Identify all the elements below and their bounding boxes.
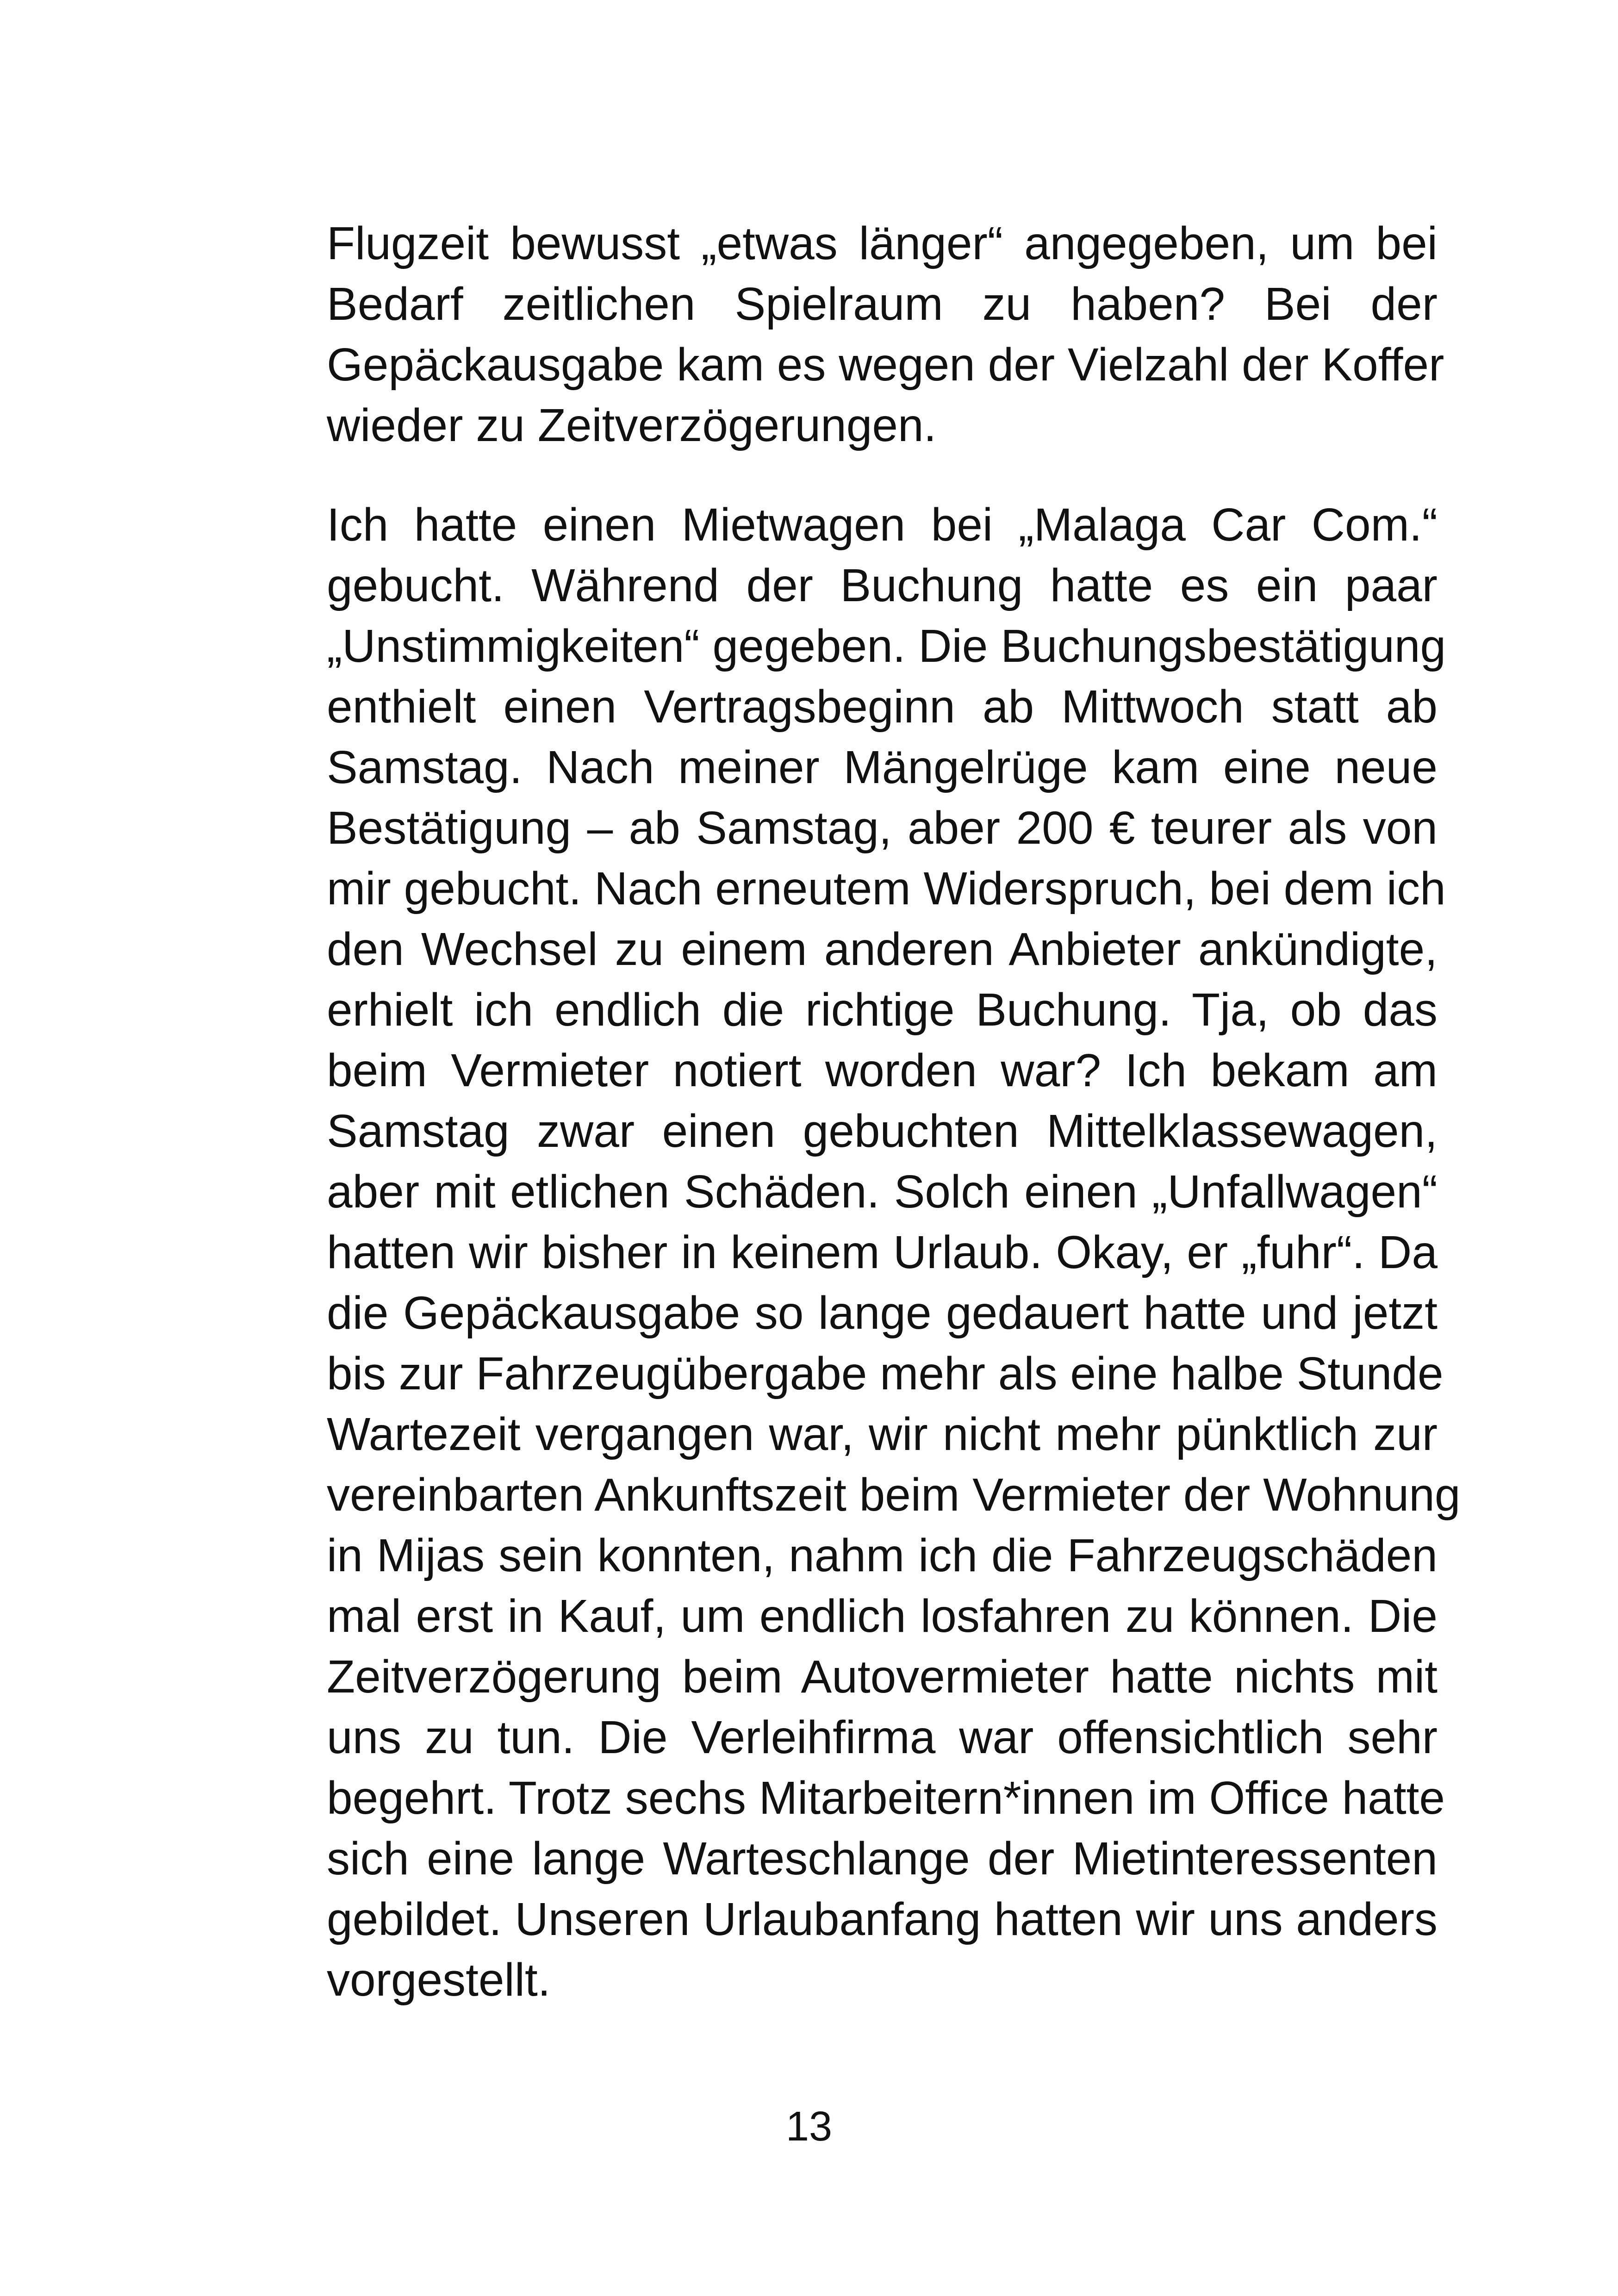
text-line: erhielt ich endlich die richtige Buchung. Tja, ob das (327, 984, 1438, 1036)
text-line: gebucht. Während der Buchung hatte es ein paar (327, 560, 1438, 611)
text-line: Gepäckausgabe kam es wegen der Vielzahl der Koffer (327, 339, 1444, 391)
text-line: in Mijas sein konnten, nahm ich die Fahrzeugschäden (327, 1530, 1438, 1581)
text-line: die Gepäckausgabe so lange gedauert hatte und jetzt (327, 1287, 1438, 1339)
text-line: beim Vermieter notiert worden war? Ich bekam am (327, 1045, 1438, 1096)
text-line: den Wechsel zu einem anderen Anbieter ankündigte, (327, 923, 1438, 975)
text-line: gebildet. Unseren Urlaubanfang hatten wir uns anders (327, 1893, 1438, 1945)
text-line: Wartezeit vergangen war, wir nicht mehr pünktlich zur (327, 1408, 1438, 1460)
paragraph-2 (327, 495, 1461, 2010)
text-line: aber mit etlichen Schäden. Solch einen „Unfallwagen“ (327, 1166, 1438, 1218)
text-line: „Unstimmigkeiten“ gegeben. Die Buchungsbestätigung (327, 620, 1446, 672)
text-line: Bedarf zeitlichen Spielraum zu haben? Bei der (327, 278, 1438, 330)
text-line: enthielt einen Vertragsbeginn ab Mittwoch statt ab (327, 681, 1438, 733)
page-number: 13 (785, 2103, 833, 2150)
text-line: Bestätigung – ab Samstag, aber 200 € teurer als von (327, 802, 1438, 854)
text-line: mal erst in Kauf, um endlich losfahren zu können. Die (327, 1590, 1438, 1642)
text-line: mir gebucht. Nach erneutem Widerspruch, bei dem ich (327, 863, 1446, 915)
text-line: vereinbarten Ankunftszeit beim Vermieter der Wohnung (327, 1469, 1461, 1521)
text-line: Flugzeit bewusst „etwas länger“ angegeben, um bei (327, 218, 1438, 269)
text-line: Zeitverzögerung beim Autovermieter hatte nichts mit (327, 1651, 1438, 1703)
text-line: bis zur Fahrzeugübergabe mehr als eine halbe Stunde (327, 1348, 1444, 1400)
text-line: Samstag. Nach meiner Mängelrüge kam eine neue (327, 741, 1438, 793)
text-line: Samstag zwar einen gebuchten Mittelklassewagen, (327, 1105, 1438, 1157)
text-line: wieder zu Zeitverzögerungen. (327, 399, 937, 451)
text-line: hatten wir bisher in keinem Urlaub. Okay, er „fuhr“. Da (327, 1226, 1438, 1278)
text-line: Ich hatte einen Mietwagen bei „Malaga Car Com.“ (327, 499, 1438, 551)
text-line: uns zu tun. Die Verleihfirma war offensichtlich sehr (327, 1711, 1438, 1763)
text-line: vorgestellt. (327, 1954, 551, 2006)
text-line: begehrt. Trotz sechs Mitarbeitern*innen im Office hatte (327, 1772, 1445, 1824)
text-line: sich eine lange Warteschlange der Mietinteressenten (327, 1833, 1438, 1885)
paragraph-1 (327, 213, 1444, 456)
